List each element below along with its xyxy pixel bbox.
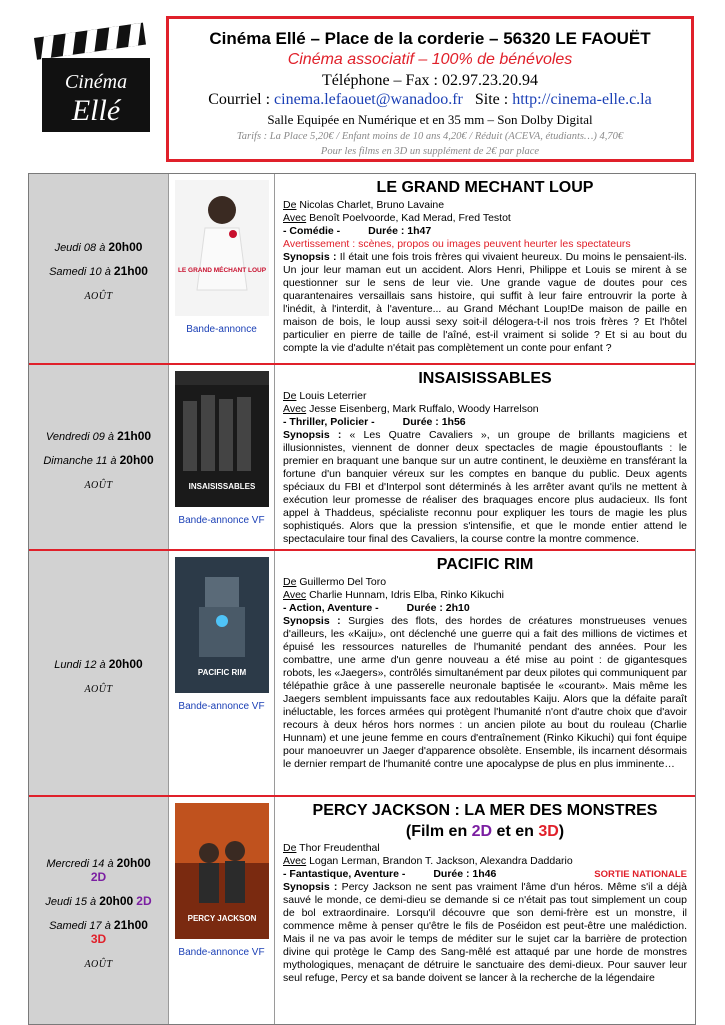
month-label: AOÛT [84,479,113,491]
logo-line1: Cinéma [64,71,128,93]
poster-column [169,174,275,363]
showing: Samedi 10 à 21h00 [49,264,148,278]
film-synopsis: Synopsis : Il était une fois trois frères qui vivaient heureux. Du moins le pensaient-ils. Un jour leur maman eut un accident. Alors Henri, Philippe et Louis se mirent à se questionner sur le sens de leur vie. Une grande vague de doutes pour ces quarantenaires versaillais sans histoire, qui suffit à leur faire entrouvrir la porte à l'inédit, à l'interdit, à l'aventure... au Grand Méchant Loup!De maison de paille en maison de bois, le loup aussi sexy soit-il délogera-t-il nos trois frères ? Et l'hôtel particulier en pierre de taille de l'aîné, est-il vraiment si solide ? Et si au bout du compte la vie d'adulte n'était pas complètement un conte pour enfant ? [283,251,687,354]
header-subtitle: Cinéma associatif – 100% de bénévoles [287,51,573,68]
film-info [275,797,695,1024]
trailer-link[interactable]: Bande-annonce VF [178,515,265,526]
trailer-link[interactable]: Bande-annonce VF [178,701,265,712]
program-table [28,173,696,1025]
film-cast: Avec Jesse Eisenberg, Mark Ruffalo, Woody Harrelson [283,403,539,415]
film-synopsis: Synopsis : Percy Jackson ne sent pas vraiment l'âme d'un héros. Même s'il a déjà sauvé le monde, ce demi-dieu se demande si ce n'était pas tout simplement un coup de bol extraordinaire. Lorsqu'il découvre que son demi-frère est un monstre, il commence même à penser qu'être le fils de Poséidon est peut-être une malédiction. Mais il ne va pas avoir le temps de méditer sur le sujet car la barrière de protection divine qui protège le Camp des Sang-mêlé est attaqué par une horde de monstres mythologiques, menaçant de détruire le sanctuaire des demi-dieux. Pour sauver leur seul refuge, Percy et sa bande doivent se lancer à la recherche de la légendaire [283,881,687,984]
site-label: Site : [462,91,513,108]
showing: Jeudi 15 à 20h00 2D [45,894,152,908]
cinema-logo [30,18,158,136]
header-tarifs: Tarifs : La Place 5,20€ / Enfant moins de 10 ans 4,20€ / Réduit (ACEVA, étudiants…) 4,70€ [236,131,624,142]
film-dates [29,174,169,363]
poster-column [169,797,275,1024]
header-tarif-3d: Pour les films en 3D un supplément de 2€ par place [320,146,540,157]
mail-label: Courriel : [208,91,275,108]
showing: Vendredi 09 à 21h00 [45,428,152,443]
film-cast: Avec Logan Lerman, Brandon T. Jackson, Alexandra Daddario [283,855,573,867]
film-genre: - Thriller, Policier - Durée : 1h56 [283,416,466,428]
film-info [275,551,695,795]
film-poster[interactable] [175,180,269,316]
logo-line2: Ellé [71,94,121,127]
film-title: LE GRAND MECHANT LOUP [376,179,594,196]
film-director: De Nicolas Charlet, Bruno Lavaine [283,199,445,211]
film-synopsis: Synopsis : « Les Quatre Cavaliers », un groupe de brillants magiciens et illusionnistes, viennent de donner deux spectacles de magie époustouflants : le premier en braquant une banque sur un autre continent, le deuxième en transférant la fortune d'un banquier véreux sur les comptes en banque du public. Deux agents spéciaux du FBI et d'Interpol sont déterminés à les arrêter avant qu'ils ne mettent à exécution leur promesse de réaliser des braquages encore plus audacieux. Ils font appel à Thaddeus, spécialiste reconnu pour expliquer les tours de magie les plus sophistiqués. Alors que la pression s'intensifie, et que le monde entier attend le spectaculaire tour final des Cavaliers, la course contre la montre commence. [283,429,687,545]
film-genre: - Fantastique, Aventure - Durée : 1h46 SORTIE NATIONALE [283,868,687,880]
film-director: De Guillermo Del Toro [283,576,387,588]
month-label: AOÛT [84,291,113,302]
release-badge: SORTIE NATIONALE [594,869,687,880]
film-title: PERCY JACKSON : LA MER DES MONSTRES [312,802,658,819]
showing: Jeudi 08 à 20h00 [54,240,143,254]
film-poster[interactable] [175,371,269,507]
film-director: De Louis Leterrier [283,390,367,402]
showing: Lundi 12 à 20h00 [54,656,143,671]
month-label: AOÛT [84,959,113,970]
film-dates [29,365,169,549]
trailer-link[interactable]: Bande-annonce VF [178,947,265,958]
site-link[interactable]: http://cinema-elle.c.la [512,91,652,108]
header-equipment: Salle Equipée en Numérique et en 35 mm – Son Dolby Digital [267,112,593,127]
header-contact [169,91,691,109]
film-row [29,797,695,1024]
film-director: De Thor Freudenthal [283,842,380,854]
film-row [29,551,695,797]
film-dates [29,551,169,795]
film-warning: Avertissement : scènes, propos ou images peuvent heurter les spectateurs [283,238,631,250]
poster-caption: PACIFIC RIM [197,668,246,677]
film-info [275,365,695,549]
film-title: INSAISISSABLES [418,370,552,387]
month-label: AOÛT [84,683,113,695]
poster-column [169,551,275,795]
film-info [275,174,695,363]
film-dates [29,797,169,1024]
film-format-subtitle: (Film en 2D et en 3D) [405,823,565,840]
showing: Mercredi 14 à 20h00 2D [46,856,151,884]
film-row [29,365,695,551]
film-poster[interactable] [175,803,269,939]
poster-caption: PERCY JACKSON [187,914,256,923]
film-synopsis: Synopsis : Surgies des flots, des hordes de créatures monstrueuses venues d'ailleurs, les «Kaiju», ont déclenché une guerre qui a fait des millions de victimes et épuisé les ressources naturelles de l'humanité pendant des années. Pour les combattre, une arme d'un genre nouveau a été mise au point : de gigantesques robots, les «Jaegers», contrôlés simultanément par deux pilotes qui communiquent par télépathie grâce à une passerelle neuronale baptisée le «courant». Mais même les Jaegers semblent impuissants face aux redoutables Kaiju. Alors que la défaite paraît inéluctable, les forces armées qui protègent l'humanité n'ont d'autre choix que d'avoir recours à deux héros hors normes : un ancien pilote au bout du rouleau (Charlie Hunnam) et une jeune femme en cours d'entraînement (Rinko Kikuchi) qui font équipe pour manoeuvrer un Jaeger d'apparence obsolète. Ensemble, ils incarnent désormais le dernier rempart de l'humanité contre une apocalypse de plus en plus imminente… [283,615,687,770]
film-genre: - Action, Aventure - Durée : 2h10 [283,602,470,614]
film-row [29,174,695,365]
poster-caption: INSAISISSABLES [188,482,255,491]
trailer-link[interactable]: Bande-annonce [186,324,257,335]
header-title: Cinéma Ellé – Place de la corderie – 56320 LE FAOUËT [209,29,651,48]
film-genre: - Comédie - Durée : 1h47 [283,225,432,237]
showing: Dimanche 11 à 20h00 [43,452,154,467]
poster-column [169,365,275,549]
poster-caption: LE GRAND MÉCHANT LOUP [177,267,266,274]
film-cast: Avec Charlie Hunnam, Idris Elba, Rinko Kikuchi [283,589,504,601]
film-cast: Avec Benoît Poelvoorde, Kad Merad, Fred Testot [283,212,511,224]
mail-link[interactable]: cinema.lefaouet@wanadoo.fr [274,91,463,108]
film-title: PACIFIC RIM [436,556,534,573]
header-box [166,16,694,162]
header-phone: Téléphone – Fax : 02.97.23.20.94 [322,72,538,89]
showing: Samedi 17 à 21h00 3D [49,918,148,946]
film-poster[interactable] [175,557,269,693]
